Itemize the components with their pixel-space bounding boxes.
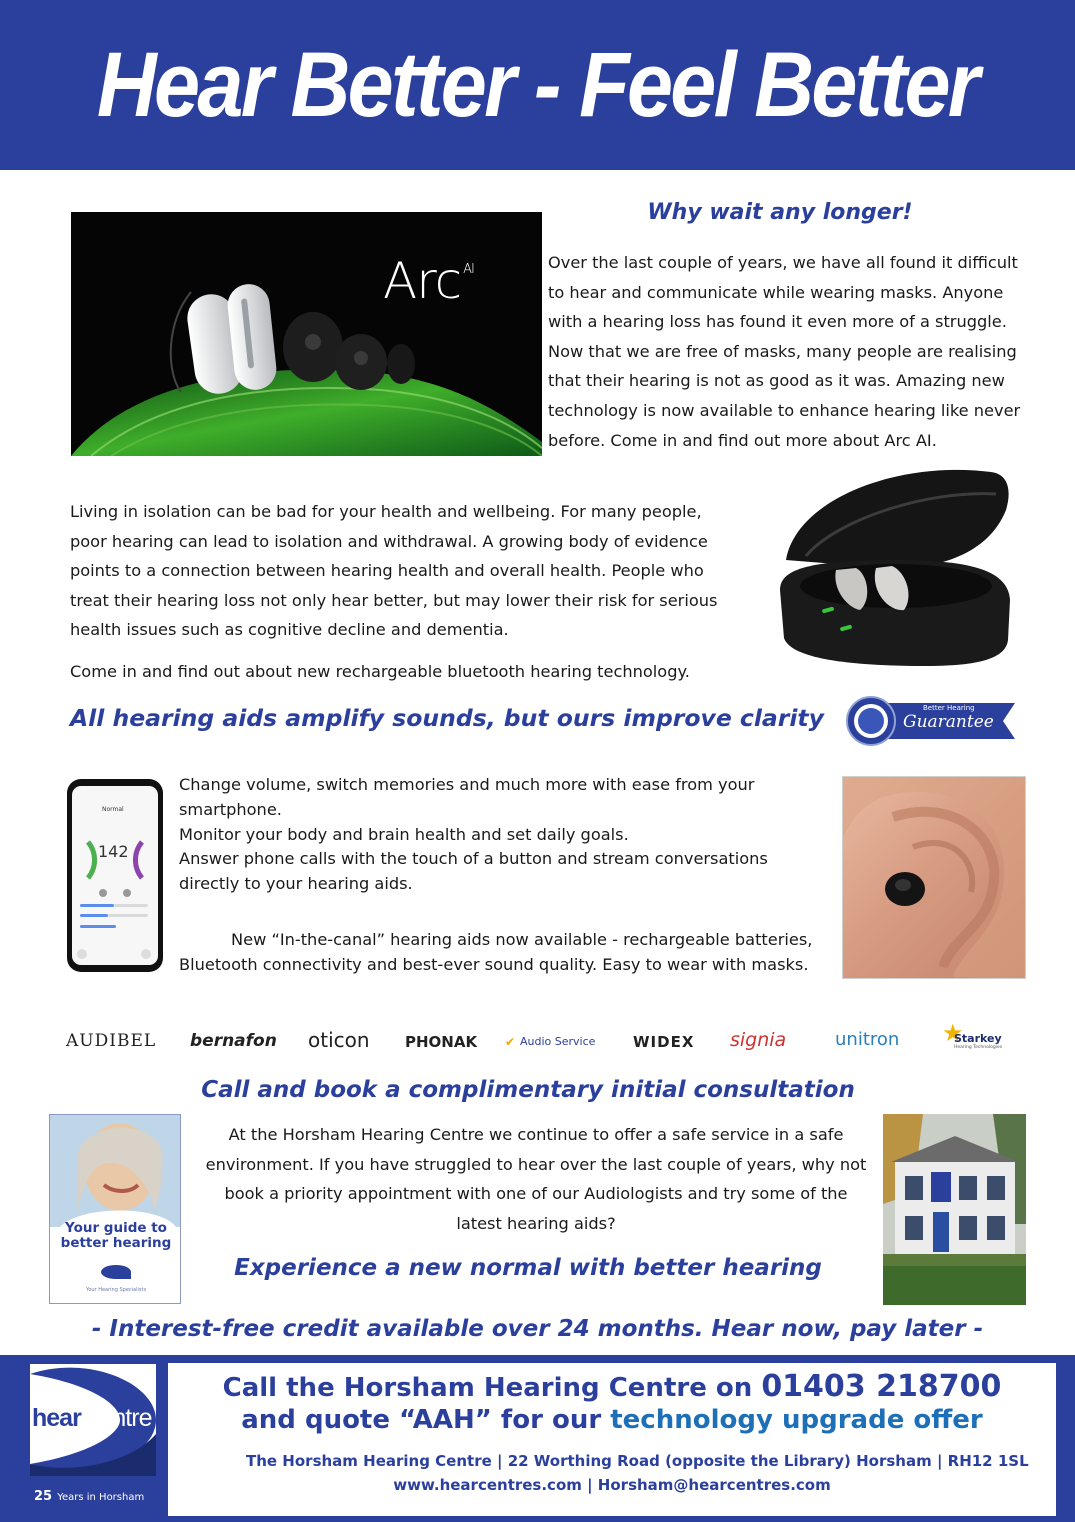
call-line-2: and quote “AAH” for our technology upgrade offer [241,1405,983,1435]
isolation-paragraph: Living in isolation can be bad for your health and wellbeing. For many people, poor hearing can lead to isolation and withdrawal. A growing body of evidence points to a connection between hearing health and overall health. People who treat their hearing loss not only hear better, but may lower their risk for serious health issues such as cognitive decline and dementia. [70,502,718,640]
audibel-logo: AUDIBEL [66,1031,157,1051]
arc-ai-product-image [71,212,542,456]
better-hearing-guide-brochure: Your guide to better hearing Your Hearing Specialists [49,1114,181,1304]
starkey-tagline: Hearing Technologies [954,1045,1003,1050]
widex-logo: WIDEX [633,1033,695,1051]
brochure-logo-icon [101,1265,131,1279]
charging-case-image [776,460,1014,670]
intro-paragraph: Over the last couple of years, we have all found it difficult to hear and communicate while wearing masks. Anyone with a hearing loss has found it even more of a struggle. Now that we are free of masks, many people are realising that their hearing is not as good as it was. Amazing new technology is now available to enhance hearing like never before. Come in and find out more about Arc AI. [548,253,1021,450]
consultation-heading: Call and book a complimentary initial consultation [201,1077,855,1103]
brochure-title: Your guide to better hearing [60,1220,172,1251]
arc-ai-brand: Arc $^{AI}$ [383,252,474,310]
hearing-aids-illustration [71,212,542,456]
starkey-star-icon: ★ [942,1019,964,1047]
top-banner [0,0,1075,170]
signia-logo: signia [730,1029,787,1051]
website-email-line[interactable]: www.hearcentres.com | Horsham@hearcentres.com [393,1476,831,1494]
consultation-paragraph: At the Horsham Hearing Centre we continue to offer a safe service in a safe environment. If you have struggled to hear over the last couple of years, why not book a priority appointment with one of our Audiologists and try some of the latest hearing aids? [205,1125,867,1233]
footer-contact-box [168,1363,1056,1516]
in-the-canal-text: New “In-the-canal” hearing aids now available - rechargeable batteries, Bluetooth connectivity and best-ever sound quality. Easy to wear with masks. [179,930,813,974]
clarity-heading: All hearing aids amplify sounds, but ours improve clarity [70,704,824,732]
app-features-text: Change volume, switch memories and much more with ease from your smartphone. Monitor your body and brain health and set daily goals. Answer phone calls with the touch of a button and stream conversations directly to your hearing aids. [179,775,768,894]
better-hearing-guarantee-badge: Better Hearing Guarantee [845,695,1017,747]
banner-title: Hear Better - Feel Better [97,33,978,136]
years-in-horsham: 25 Years in Horsham [34,1489,145,1504]
horsham-hearing-centre-building-image [883,1114,1026,1305]
starkey-logo: Starkey [954,1032,1002,1045]
why-wait-heading: Why wait any longer! [647,200,913,225]
unitron-logo: unitron [835,1029,900,1050]
hearcentre-logo: hear centre [30,1364,156,1476]
interest-free-credit-banner: - Interest-free credit available over 24 months. Hear now, pay later - [91,1316,984,1342]
audio-service-logo: Audio Service [520,1035,596,1048]
bernafon-logo: bernafon [190,1031,277,1051]
brand-logo-strip [60,1015,1020,1060]
smartphone-app-image: Normal 142 [66,778,164,973]
app-score: 142 [98,842,129,861]
phonak-logo: PHONAK [405,1033,478,1051]
audio-service-icon: ✔ [505,1035,516,1049]
call-line-1: Call the Horsham Hearing Centre on 01403 218700 [222,1369,1002,1404]
oticon-logo: oticon [308,1028,370,1052]
new-normal-tagline: Experience a new normal with better hearing [234,1255,822,1281]
bluetooth-cta: Come in and find out about new rechargeable bluetooth hearing technology. [70,662,690,681]
phone-number[interactable]: 01403 218700 [761,1369,1002,1404]
address-line: The Horsham Hearing Centre | 22 Worthing Road (opposite the Library) Horsham | RH12 1SL [246,1452,1029,1470]
ear-with-hearing-aid-image [842,776,1026,979]
